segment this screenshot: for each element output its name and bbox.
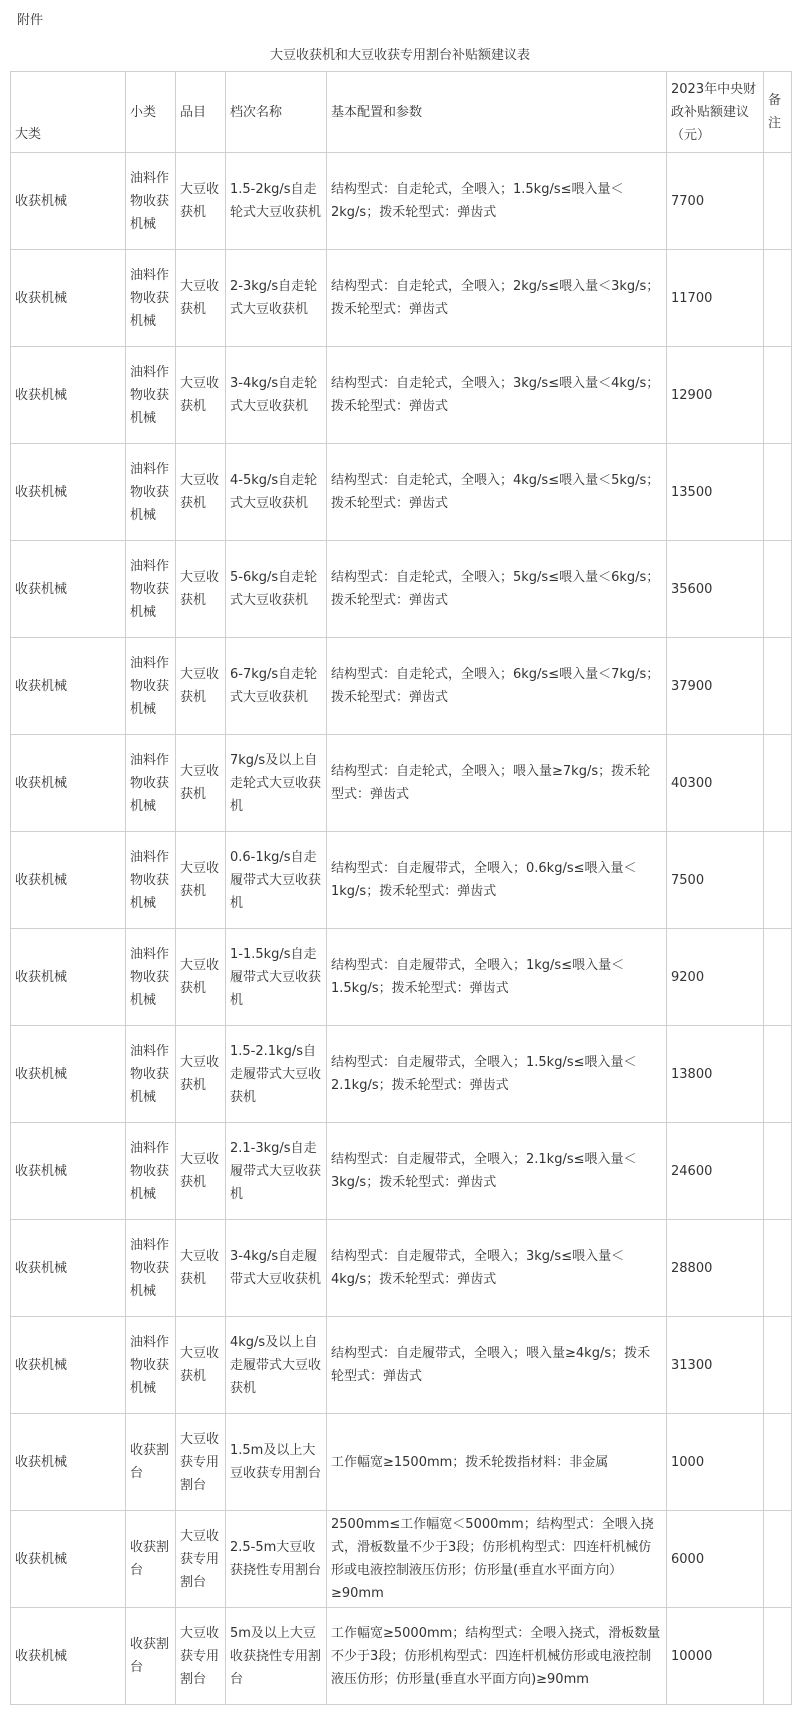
cell-configuration: 结构型式：自走轮式，全喂入；1.5kg/s≤喂入量＜2kg/s；拨禾轮型式：弹齿式 (327, 153, 667, 250)
cell-subcategory: 收获割台 (126, 1511, 176, 1608)
cell-category: 收获机械 (11, 347, 126, 444)
cell-configuration: 结构型式：自走履带式，全喂入；0.6kg/s≤喂入量＜1kg/s；拨禾轮型式：弹齿式 (327, 832, 667, 929)
cell-remarks (764, 638, 792, 735)
cell-configuration: 结构型式：自走履带式，全喂入；1.5kg/s≤喂入量＜2.1kg/s；拨禾轮型式：弹齿式 (327, 1026, 667, 1123)
cell-subcategory: 油料作物收获机械 (126, 541, 176, 638)
table-row (11, 347, 792, 444)
cell-category: 收获机械 (11, 1414, 126, 1511)
cell-grade-name: 2-3kg/s自走轮式大豆收获机 (226, 250, 327, 347)
cell-category: 收获机械 (11, 444, 126, 541)
header-subsidy-amount: 2023年中央财政补贴额建议（元） (667, 72, 764, 153)
table-row (11, 444, 792, 541)
cell-grade-name: 2.1-3kg/s自走履带式大豆收获机 (226, 1123, 327, 1220)
table-row (11, 1608, 792, 1705)
cell-configuration: 结构型式：自走轮式，全喂入；4kg/s≤喂入量＜5kg/s；拨禾轮型式：弹齿式 (327, 444, 667, 541)
cell-remarks (764, 153, 792, 250)
cell-category: 收获机械 (11, 1511, 126, 1608)
cell-grade-name: 6-7kg/s自走轮式大豆收获机 (226, 638, 327, 735)
cell-configuration: 工作幅宽≥1500mm；拨禾轮拨指材料：非金属 (327, 1414, 667, 1511)
table-row (11, 929, 792, 1026)
cell-configuration: 结构型式：自走轮式，全喂入；2kg/s≤喂入量＜3kg/s；拨禾轮型式：弹齿式 (327, 250, 667, 347)
cell-item: 大豆收获机 (176, 250, 226, 347)
cell-configuration: 结构型式：自走轮式，全喂入；5kg/s≤喂入量＜6kg/s；拨禾轮型式：弹齿式 (327, 541, 667, 638)
cell-subcategory: 油料作物收获机械 (126, 1123, 176, 1220)
cell-item: 大豆收获专用割台 (176, 1511, 226, 1608)
cell-subsidy-amount: 12900 (667, 347, 764, 444)
cell-category: 收获机械 (11, 1608, 126, 1705)
header-remarks: 备注 (764, 72, 792, 153)
subsidy-table (10, 71, 792, 1705)
cell-item: 大豆收获机 (176, 1220, 226, 1317)
cell-item: 大豆收获机 (176, 153, 226, 250)
cell-subcategory: 油料作物收获机械 (126, 832, 176, 929)
header-item: 品目 (176, 72, 226, 153)
cell-subsidy-amount: 9200 (667, 929, 764, 1026)
cell-item: 大豆收获专用割台 (176, 1608, 226, 1705)
cell-subsidy-amount: 1000 (667, 1414, 764, 1511)
cell-item: 大豆收获机 (176, 1317, 226, 1414)
cell-subsidy-amount: 7500 (667, 832, 764, 929)
table-row (11, 153, 792, 250)
cell-configuration: 结构型式：自走轮式，全喂入；3kg/s≤喂入量＜4kg/s；拨禾轮型式：弹齿式 (327, 347, 667, 444)
cell-subcategory: 油料作物收获机械 (126, 347, 176, 444)
cell-grade-name: 1-1.5kg/s自走履带式大豆收获机 (226, 929, 327, 1026)
attachment-label: 附件 (17, 13, 44, 28)
table-body (11, 153, 792, 1705)
cell-item: 大豆收获机 (176, 638, 226, 735)
cell-subcategory: 油料作物收获机械 (126, 638, 176, 735)
cell-subsidy-amount: 11700 (667, 250, 764, 347)
cell-remarks (764, 735, 792, 832)
cell-item: 大豆收获机 (176, 347, 226, 444)
cell-grade-name: 0.6-1kg/s自走履带式大豆收获机 (226, 832, 327, 929)
cell-subsidy-amount: 7700 (667, 153, 764, 250)
cell-configuration: 结构型式：自走轮式，全喂入；6kg/s≤喂入量＜7kg/s；拨禾轮型式：弹齿式 (327, 638, 667, 735)
document-title: 大豆收获机和大豆收获专用割台补贴额建议表 (269, 48, 530, 63)
cell-grade-name: 5-6kg/s自走轮式大豆收获机 (226, 541, 327, 638)
cell-category: 收获机械 (11, 832, 126, 929)
cell-category: 收获机械 (11, 929, 126, 1026)
cell-category: 收获机械 (11, 153, 126, 250)
cell-subsidy-amount: 31300 (667, 1317, 764, 1414)
cell-configuration: 结构型式：自走轮式，全喂入；喂入量≥7kg/s；拨禾轮型式：弹齿式 (327, 735, 667, 832)
table-row (11, 832, 792, 929)
cell-remarks (764, 250, 792, 347)
cell-grade-name: 3-4kg/s自走轮式大豆收获机 (226, 347, 327, 444)
cell-item: 大豆收获机 (176, 1123, 226, 1220)
cell-category: 收获机械 (11, 541, 126, 638)
cell-category: 收获机械 (11, 638, 126, 735)
cell-subsidy-amount: 13800 (667, 1026, 764, 1123)
cell-item: 大豆收获机 (176, 735, 226, 832)
cell-remarks (764, 541, 792, 638)
cell-grade-name: 1.5m及以上大豆收获专用割台 (226, 1414, 327, 1511)
table-row (11, 1414, 792, 1511)
cell-subsidy-amount: 6000 (667, 1511, 764, 1608)
cell-grade-name: 5m及以上大豆收获挠性专用割台 (226, 1608, 327, 1705)
cell-subsidy-amount: 35600 (667, 541, 764, 638)
table-row (11, 1123, 792, 1220)
header-grade-name: 档次名称 (226, 72, 327, 153)
cell-subcategory: 收获割台 (126, 1414, 176, 1511)
table-row (11, 638, 792, 735)
table-row (11, 1026, 792, 1123)
cell-remarks (764, 1414, 792, 1511)
cell-subsidy-amount: 13500 (667, 444, 764, 541)
cell-remarks (764, 347, 792, 444)
cell-configuration: 结构型式：自走履带式，全喂入；3kg/s≤喂入量＜4kg/s；拨禾轮型式：弹齿式 (327, 1220, 667, 1317)
cell-grade-name: 1.5-2.1kg/s自走履带式大豆收获机 (226, 1026, 327, 1123)
cell-item: 大豆收获机 (176, 541, 226, 638)
cell-subsidy-amount: 28800 (667, 1220, 764, 1317)
header-subcategory: 小类 (126, 72, 176, 153)
cell-subcategory: 收获割台 (126, 1608, 176, 1705)
table-row (11, 1511, 792, 1608)
cell-subcategory: 油料作物收获机械 (126, 153, 176, 250)
cell-subcategory: 油料作物收获机械 (126, 1220, 176, 1317)
cell-grade-name: 7kg/s及以上自走轮式大豆收获机 (226, 735, 327, 832)
table-row (11, 735, 792, 832)
cell-remarks (764, 444, 792, 541)
cell-item: 大豆收获机 (176, 929, 226, 1026)
header-category: 大类 (11, 72, 126, 153)
cell-remarks (764, 1026, 792, 1123)
cell-remarks (764, 1123, 792, 1220)
cell-subsidy-amount: 37900 (667, 638, 764, 735)
table-header-row (11, 72, 792, 153)
cell-remarks (764, 1608, 792, 1705)
cell-configuration: 工作幅宽≥5000mm；结构型式：全喂入挠式，滑板数量不少于3段；仿形机构型式：四连杆机械仿形或电液控制液压仿形；仿形量(垂直水平面方向)≥90mm (327, 1608, 667, 1705)
cell-item: 大豆收获机 (176, 444, 226, 541)
table-row (11, 1317, 792, 1414)
cell-grade-name: 2.5-5m大豆收获挠性专用割台 (226, 1511, 327, 1608)
cell-subcategory: 油料作物收获机械 (126, 929, 176, 1026)
cell-category: 收获机械 (11, 1123, 126, 1220)
header-configuration: 基本配置和参数 (327, 72, 667, 153)
cell-subcategory: 油料作物收获机械 (126, 250, 176, 347)
cell-subcategory: 油料作物收获机械 (126, 1026, 176, 1123)
cell-category: 收获机械 (11, 1026, 126, 1123)
cell-configuration: 结构型式：自走履带式，全喂入；喂入量≥4kg/s；拨禾轮型式：弹齿式 (327, 1317, 667, 1414)
table-row (11, 250, 792, 347)
cell-configuration: 结构型式：自走履带式，全喂入；2.1kg/s≤喂入量＜3kg/s；拨禾轮型式：弹齿式 (327, 1123, 667, 1220)
cell-category: 收获机械 (11, 1317, 126, 1414)
cell-grade-name: 4kg/s及以上自走履带式大豆收获机 (226, 1317, 327, 1414)
cell-remarks (764, 929, 792, 1026)
cell-remarks (764, 1220, 792, 1317)
cell-remarks (764, 1511, 792, 1608)
cell-subsidy-amount: 10000 (667, 1608, 764, 1705)
cell-grade-name: 4-5kg/s自走轮式大豆收获机 (226, 444, 327, 541)
cell-grade-name: 3-4kg/s自走履带式大豆收获机 (226, 1220, 327, 1317)
cell-subcategory: 油料作物收获机械 (126, 444, 176, 541)
cell-grade-name: 1.5-2kg/s自走轮式大豆收获机 (226, 153, 327, 250)
cell-remarks (764, 1317, 792, 1414)
cell-item: 大豆收获机 (176, 832, 226, 929)
cell-configuration: 2500mm≤工作幅宽＜5000mm；结构型式：全喂入挠式，滑板数量不少于3段；仿形机构型式：四连杆机械仿形或电液控制液压仿形；仿形量(垂直水平面方向）≥90mm (327, 1511, 667, 1608)
cell-item: 大豆收获专用割台 (176, 1414, 226, 1511)
cell-remarks (764, 832, 792, 929)
cell-category: 收获机械 (11, 735, 126, 832)
cell-subsidy-amount: 40300 (667, 735, 764, 832)
table-row (11, 541, 792, 638)
cell-category: 收获机械 (11, 1220, 126, 1317)
cell-subcategory: 油料作物收获机械 (126, 1317, 176, 1414)
cell-subcategory: 油料作物收获机械 (126, 735, 176, 832)
cell-item: 大豆收获机 (176, 1026, 226, 1123)
table-row (11, 1220, 792, 1317)
cell-category: 收获机械 (11, 250, 126, 347)
cell-subsidy-amount: 24600 (667, 1123, 764, 1220)
cell-configuration: 结构型式：自走履带式，全喂入；1kg/s≤喂入量＜1.5kg/s；拨禾轮型式：弹齿式 (327, 929, 667, 1026)
